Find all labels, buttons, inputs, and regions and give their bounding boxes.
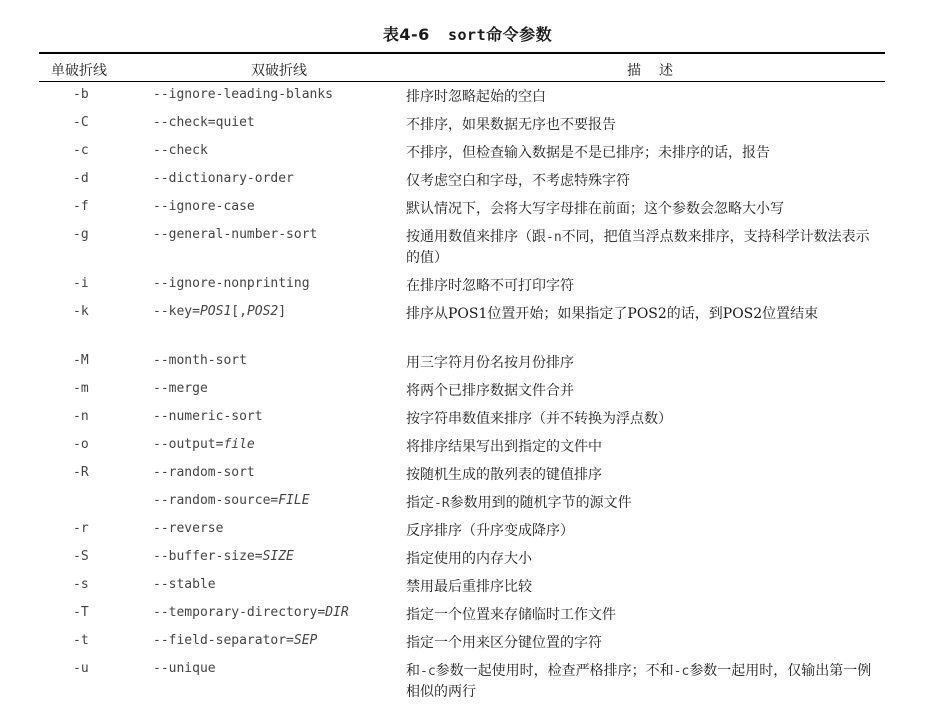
option-desc: 指定一个用来区分键位置的字符 — [406, 635, 602, 651]
long-part: --field-separator= — [153, 633, 294, 648]
option-short: -b — [73, 87, 89, 102]
table-row — [39, 547, 885, 575]
option-desc: 在排序时忽略不可打印字符 — [406, 278, 574, 294]
option-desc: 将两个已排序数据文件合并 — [406, 383, 574, 399]
table-row — [39, 302, 885, 351]
table-header-rule — [39, 81, 885, 82]
table-row — [39, 407, 885, 435]
option-long: --reverse — [153, 521, 224, 536]
table-header — [39, 58, 885, 80]
table-top-rule — [39, 52, 885, 54]
option-long — [153, 304, 286, 319]
option-short: -C — [73, 115, 89, 130]
header-long: 双破折线 — [251, 63, 307, 79]
option-long — [153, 549, 294, 564]
desc-part: 和 — [406, 663, 420, 679]
table-row — [39, 113, 885, 141]
caption-command: sort — [448, 26, 487, 44]
long-placeholder: DIR — [325, 605, 349, 620]
option-desc: 用三字符月份名按月份排序 — [406, 355, 574, 371]
table-row — [39, 85, 885, 113]
table-row — [39, 225, 885, 274]
option-desc — [406, 493, 882, 514]
option-short: -S — [73, 549, 89, 564]
long-placeholder: SEP — [293, 633, 318, 648]
option-short: -T — [73, 605, 89, 620]
table-row — [39, 463, 885, 491]
option-desc: 不排序，如果数据无序也不要报告 — [406, 117, 616, 133]
desc-part: 参数用到的随机字节的源文件 — [449, 495, 632, 511]
caption-suffix: 命令参数 — [486, 25, 553, 44]
option-long: --general-number-sort — [153, 227, 318, 242]
option-long: --check=quiet — [153, 115, 255, 130]
desc-part: 指定 — [406, 495, 434, 511]
long-part: --output= — [153, 437, 224, 452]
option-desc: 仅考虑空白和字母，不考虑特殊字符 — [406, 173, 630, 189]
long-part: [, — [231, 304, 247, 319]
option-desc: 默认情况下，会将大写字母排在前面；这个参数会忽略大小写 — [406, 201, 784, 217]
option-short: -u — [73, 661, 89, 676]
desc-part: 参数一起用时，仅输出第一例相似的两行 — [406, 663, 872, 700]
long-placeholder: file — [223, 437, 255, 452]
option-desc: 指定使用的内存大小 — [406, 551, 532, 567]
option-long: --merge — [153, 381, 208, 396]
option-desc: 禁用最后重排序比较 — [406, 579, 532, 595]
option-short: -o — [73, 437, 89, 452]
option-long: --check — [153, 143, 208, 158]
option-short: -r — [73, 521, 89, 536]
table-row — [39, 379, 885, 407]
option-short: -s — [73, 577, 89, 592]
option-long — [153, 493, 310, 508]
long-part: --buffer-size= — [153, 549, 263, 564]
option-short: -R — [73, 465, 89, 480]
option-long: --stable — [153, 577, 216, 592]
option-short: -n — [73, 409, 89, 424]
option-short: -i — [73, 276, 89, 291]
table-row — [39, 197, 885, 225]
desc-code: -c — [420, 664, 436, 679]
option-short: -k — [73, 304, 89, 319]
option-desc: 反序排序（升序变成降序） — [406, 523, 574, 539]
option-desc: 排序从POS1位置开始；如果指定了POS2的话，到POS2位置结束 — [406, 306, 819, 322]
long-placeholder: FILE — [278, 493, 310, 508]
table-row — [39, 491, 885, 519]
option-long: --ignore-nonprinting — [153, 276, 310, 291]
table-row — [39, 351, 885, 379]
table-body — [39, 85, 885, 708]
option-short: -f — [73, 199, 89, 214]
option-long: --ignore-leading-blanks — [153, 87, 334, 102]
option-long — [153, 633, 317, 648]
caption-prefix: 表4-6 — [382, 25, 430, 44]
table-row — [39, 603, 885, 631]
table-row — [39, 575, 885, 603]
desc-part: 参数一起使用时，检查严格排序；不和 — [435, 663, 674, 679]
option-long: --dictionary-order — [153, 171, 294, 186]
option-long: --random-sort — [153, 465, 255, 480]
table-row — [39, 519, 885, 547]
desc-code: -R — [434, 496, 450, 511]
desc-code: -n — [546, 230, 562, 245]
option-long — [153, 437, 255, 452]
desc-code: -c — [673, 664, 690, 679]
long-part: --temporary-directory= — [153, 605, 326, 620]
option-long: --unique — [153, 661, 216, 676]
desc-part: 不同，把值当浮点数来排序，支持科学计数法表示的值） — [406, 229, 870, 266]
table-row — [39, 274, 885, 302]
option-long: --numeric-sort — [153, 409, 263, 424]
option-desc — [406, 227, 882, 269]
long-placeholder: SIZE — [262, 549, 294, 564]
option-desc: 排序时忽略起始的空白 — [406, 89, 546, 105]
option-desc: 按字符串数值来排序（并不转换为浮点数） — [406, 411, 672, 427]
option-short: -g — [73, 227, 89, 242]
table-row — [39, 659, 885, 708]
desc-part: 按通用数值来排序（跟 — [406, 229, 546, 245]
option-short: -c — [73, 143, 89, 158]
option-desc: 不排序，但检查输入数据是不是已排序；未排序的话，报告 — [406, 145, 770, 161]
long-placeholder: POS2 — [246, 304, 279, 319]
option-long: --ignore-case — [153, 199, 255, 214]
table-row — [39, 169, 885, 197]
option-long — [153, 605, 349, 620]
option-desc: 按随机生成的散列表的键值排序 — [406, 467, 602, 483]
long-part: --random-source= — [153, 493, 279, 508]
option-desc — [406, 661, 882, 703]
table-row — [39, 435, 885, 463]
option-short: -t — [73, 633, 89, 648]
long-part: --key= — [153, 304, 200, 319]
header-short: 单破折线 — [51, 63, 107, 79]
long-part: ] — [278, 304, 287, 319]
option-desc: 指定一个位置来存储临时工作文件 — [406, 607, 616, 623]
option-long: --month-sort — [153, 353, 247, 368]
long-placeholder: POS1 — [199, 304, 232, 319]
table-row — [39, 141, 885, 169]
option-short: -M — [73, 353, 89, 368]
option-short: -d — [73, 171, 89, 186]
option-short: -m — [73, 381, 89, 396]
header-desc: 描述 — [627, 63, 691, 79]
table-row — [39, 631, 885, 659]
option-desc: 将排序结果写出到指定的文件中 — [406, 439, 602, 455]
table-caption — [0, 22, 935, 45]
